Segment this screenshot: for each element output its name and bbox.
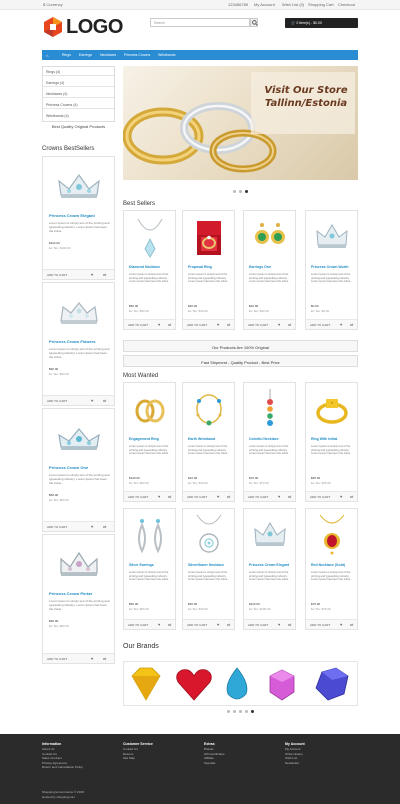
product-tax: Ex Tax: $90.00: [129, 481, 149, 485]
phone-link[interactable]: 123456789: [228, 2, 249, 7]
logo-text[interactable]: LOGO: [66, 16, 123, 38]
product-price: $50.00: [129, 304, 139, 308]
compare-icon[interactable]: ⇄: [168, 322, 172, 327]
silverflower-necklace-image[interactable]: [191, 513, 227, 559]
product-name[interactable]: Red Necklace (Gold): [311, 563, 346, 567]
product-card: [182, 210, 235, 330]
shipment-banner: Fast Shipment - Quality Product - Best Price: [123, 355, 358, 367]
nav-item-necklaces[interactable]: Necklaces: [100, 53, 117, 57]
product-price: $10.00: [188, 476, 198, 480]
sidebar-product-card: [42, 282, 115, 406]
wishlist-heart-icon[interactable]: ♥: [217, 494, 220, 499]
footer-link[interactable]: Brands: [204, 747, 214, 752]
product-actions: [43, 653, 114, 663]
wishlist-link[interactable]: Wish List (0): [282, 2, 305, 7]
add-to-cart-button[interactable]: ADD TO CART: [310, 323, 331, 327]
necklace-image[interactable]: [132, 215, 168, 261]
wishlist-heart-icon[interactable]: ♥: [158, 494, 161, 499]
cart-icon: 🛒: [291, 21, 296, 25]
product-tax: Ex Tax: $90.00: [49, 624, 69, 628]
product-actions: [183, 619, 234, 629]
product-tax: Ex Tax: $70.00: [249, 481, 269, 485]
checkout-link[interactable]: Checkout: [338, 2, 355, 7]
most-wanted-title: Most Wanted: [123, 373, 159, 379]
hosted-by-text[interactable]: Hosted by shopping.com: [42, 794, 76, 799]
home-icon[interactable]: ⌂: [46, 53, 49, 58]
add-to-cart-button[interactable]: ADD TO CART: [47, 399, 68, 403]
product-description: Lorem Ipsum is simply text of the printing and typesetting industry. Lorem Ipsum has been the indus..: [249, 571, 290, 582]
footer-column-customer-service: [123, 742, 153, 761]
product-card: [243, 382, 296, 502]
product-description: Lorem Ipsum is simply text of the printing and typesetting industry. Lorem Ipsum has been the indus..: [49, 221, 110, 233]
wishlist-heart-icon[interactable]: ♥: [91, 398, 94, 403]
wishlist-heart-icon[interactable]: ♥: [158, 322, 161, 327]
brands-dot[interactable]: [227, 710, 230, 713]
compare-icon[interactable]: ⇄: [103, 272, 107, 277]
product-actions: [183, 319, 234, 329]
search-input[interactable]: Search: [150, 18, 250, 27]
compare-icon[interactable]: ⇄: [168, 622, 172, 627]
product-description: Lorem Ipsum is simply text of the printing and typesetting industry. Lorem Ipsum has been the indus..: [129, 273, 170, 284]
add-to-cart-button[interactable]: ADD TO CART: [248, 495, 269, 499]
product-name[interactable]: Earth Wristband: [188, 437, 215, 441]
main-nav: [42, 50, 358, 60]
product-name[interactable]: Princess Crown Flowers: [49, 339, 96, 344]
product-name[interactable]: Earrings One: [249, 265, 271, 269]
brands-title: Our Brands: [123, 643, 159, 650]
footer-column-information: [42, 742, 83, 769]
banner-dot-active[interactable]: [245, 190, 248, 193]
initial-ring-image[interactable]: [314, 387, 350, 433]
silver-earrings-image[interactable]: [132, 513, 168, 559]
product-card: [243, 210, 296, 330]
product-price: $100.00: [129, 476, 140, 480]
product-price: $90.00: [49, 367, 59, 371]
footer-link[interactable]: Contact Us: [42, 751, 57, 756]
product-name[interactable]: Silverflower Necklace: [188, 563, 224, 567]
add-to-cart-button[interactable]: ADD TO CART: [47, 525, 68, 529]
category-item[interactable]: Earrings (4): [43, 78, 114, 87]
wishlist-heart-icon[interactable]: ♥: [340, 322, 343, 327]
purple-gem-icon: [316, 668, 348, 700]
product-description: Lorem Ipsum is simply text of the printing and typesetting industry. Lorem Ipsum has been the indus..: [49, 599, 110, 611]
product-actions: [306, 319, 357, 329]
brand-gems: [124, 662, 359, 707]
nav-item-wristbands[interactable]: Wristbands: [158, 53, 176, 57]
category-list: [42, 66, 115, 122]
cart-button[interactable]: [285, 18, 358, 28]
product-card: [243, 508, 296, 630]
compare-icon[interactable]: ⇄: [227, 494, 231, 499]
add-to-cart-button[interactable]: ADD TO CART: [248, 623, 269, 627]
add-to-cart-button[interactable]: ADD TO CART: [128, 495, 149, 499]
currency-selector[interactable]: $ Currency: [43, 2, 63, 7]
compare-icon[interactable]: ⇄: [350, 622, 354, 627]
footer-heading: Customer Service: [123, 742, 153, 746]
product-card: [305, 382, 358, 502]
product-price: $30.00: [188, 304, 198, 308]
nav-item-princess-crowns[interactable]: Princess Crowns: [124, 53, 151, 57]
footer-copyright: [42, 790, 84, 799]
original-banner: Our Products Are 100% Original: [123, 340, 358, 352]
wishlist-heart-icon[interactable]: ♥: [340, 494, 343, 499]
product-actions: [306, 619, 357, 629]
product-actions: [124, 491, 175, 501]
wishlist-heart-icon[interactable]: ♥: [278, 494, 281, 499]
brands-dot-active[interactable]: [251, 710, 254, 713]
product-actions: [306, 491, 357, 501]
product-price: $40.00: [249, 304, 259, 308]
my-account-link[interactable]: My Account: [254, 2, 275, 7]
sidebar-product-card: [42, 408, 115, 532]
wishlist-heart-icon[interactable]: ♥: [158, 622, 161, 627]
product-actions: [244, 491, 295, 501]
add-to-cart-button[interactable]: ADD TO CART: [128, 323, 149, 327]
product-price: $110.00: [249, 602, 260, 606]
search-button[interactable]: [250, 18, 258, 27]
product-name[interactable]: Colorful Necklace: [249, 437, 279, 441]
product-description: Lorem Ipsum is simply text of the printing and typesetting industry. Lorem Ipsum has been the indus..: [311, 571, 352, 582]
footer-link[interactable]: Returns: [123, 751, 134, 756]
add-to-cart-button[interactable]: ADD TO CART: [47, 273, 68, 277]
product-name[interactable]: Silver Earrings: [129, 563, 154, 567]
product-tax: Ex Tax: $30.00: [188, 607, 208, 611]
banner-pagination[interactable]: [233, 190, 253, 194]
product-description: Lorem Ipsum is simply text of the printing and typesetting industry. Lorem Ipsum has been the indus..: [49, 473, 110, 485]
product-actions: [183, 491, 234, 501]
footer-link[interactable]: Order History: [285, 751, 303, 756]
footer-link[interactable]: Sales Contract: [42, 756, 62, 761]
product-actions: [43, 521, 114, 531]
product-description: Lorem Ipsum is simply text of the printing and typesetting industry. Lorem Ipsum has been the indus..: [188, 571, 229, 582]
wristband-image[interactable]: [191, 387, 227, 433]
product-tax: Ex Tax: $75.00: [311, 607, 331, 611]
hero-banner[interactable]: [123, 66, 358, 180]
product-actions: [124, 619, 175, 629]
product-description: Lorem Ipsum is simply text of the printing and typesetting industry. Lorem Ipsum has been the indus..: [249, 273, 290, 284]
product-actions: [43, 269, 114, 279]
add-to-cart-button[interactable]: ADD TO CART: [248, 323, 269, 327]
product-tax: Ex Tax: $30.00: [188, 309, 208, 313]
product-card: [123, 210, 176, 330]
banner-dot[interactable]: [233, 190, 236, 193]
colorful-necklace-image[interactable]: [252, 387, 288, 433]
bestsellers-title: Best Sellers: [123, 201, 156, 207]
compare-icon[interactable]: ⇄: [103, 656, 107, 661]
product-card: [305, 508, 358, 630]
footer: [0, 734, 400, 804]
product-tax: Ex Tax: $50.00: [129, 607, 149, 611]
compare-icon[interactable]: ⇄: [227, 322, 231, 327]
footer-link[interactable]: Return and Cancellation Policy: [42, 765, 84, 770]
banner-text: Visit Our Store Tallinn/Estonia: [264, 85, 348, 109]
wishlist-heart-icon[interactable]: ♥: [217, 322, 220, 327]
footer-heading: My Account: [285, 742, 305, 746]
footer-column-extras: [204, 742, 225, 765]
brands-dot[interactable]: [233, 710, 236, 713]
product-name[interactable]: Princess Crown One: [49, 465, 89, 470]
crown-image[interactable]: [53, 543, 105, 587]
add-to-cart-button[interactable]: ADD TO CART: [310, 495, 331, 499]
product-actions: [124, 319, 175, 329]
footer-link[interactable]: Wish List: [285, 756, 298, 761]
compare-icon[interactable]: ⇄: [168, 494, 172, 499]
footer-link[interactable]: Privacy Agreement: [42, 760, 68, 765]
brands-dot[interactable]: [239, 710, 242, 713]
quality-note: Best Quality Original Products: [51, 124, 106, 129]
product-description: Lorem Ipsum is simply text of the printing and typesetting industry. Lorem Ipsum has been the indus..: [311, 273, 352, 284]
product-name[interactable]: Diamond Necklace: [129, 265, 161, 269]
ring-image[interactable]: [132, 387, 168, 433]
product-name[interactable]: Princess Crown Pinker: [49, 591, 93, 596]
product-card: [305, 210, 358, 330]
product-price: $50.00: [49, 493, 59, 497]
crown-image[interactable]: [252, 513, 288, 559]
earrings-image[interactable]: [252, 215, 288, 261]
product-tax: Ex Tax: $10.00: [188, 481, 208, 485]
compare-icon[interactable]: ⇄: [288, 622, 292, 627]
sidebar-product-card: [42, 156, 115, 280]
product-price: $35.00: [311, 476, 321, 480]
product-card: [123, 508, 176, 630]
compare-icon[interactable]: ⇄: [350, 494, 354, 499]
product-tax: Ex Tax: $0.00: [311, 309, 330, 313]
sidebar-bestsellers-title: Crowns BestSellers: [42, 146, 95, 152]
compare-icon[interactable]: ⇄: [103, 524, 107, 529]
wishlist-heart-icon[interactable]: ♥: [217, 622, 220, 627]
footer-link[interactable]: Specials: [204, 760, 216, 765]
footer-column-my-account: [285, 742, 305, 765]
product-price: $75.00: [311, 602, 321, 606]
shopping-cart-link[interactable]: Shopping Cart: [308, 2, 334, 7]
ring-box-image[interactable]: [191, 215, 227, 261]
product-tax: Ex Tax: $100.00: [249, 607, 271, 611]
sidebar-product-card: [42, 534, 115, 664]
product-description: Lorem Ipsum is simply text of the printing and typesetting industry. Lorem Ipsum has been the indus..: [129, 445, 170, 456]
product-price: $50.00: [129, 602, 139, 606]
red-heart-gem-icon: [177, 670, 212, 700]
product-tax: Ex Tax: $40.00: [249, 309, 269, 313]
footer-link[interactable]: Gift Certificates: [204, 751, 225, 756]
product-name[interactable]: Engagement Ring: [129, 437, 159, 441]
red-necklace-image[interactable]: [314, 513, 350, 559]
add-to-cart-button[interactable]: ADD TO CART: [187, 623, 208, 627]
product-tax: Ex Tax: $50.00: [129, 309, 149, 313]
product-card: [182, 382, 235, 502]
logo-icon[interactable]: [43, 17, 63, 37]
svg-text:*: *: [330, 402, 334, 408]
wishlist-heart-icon[interactable]: ♥: [278, 322, 281, 327]
compare-icon[interactable]: ⇄: [103, 398, 107, 403]
product-description: Lorem Ipsum is simply text of the printing and typesetting industry. Lorem Ipsum has been the indus..: [188, 445, 229, 456]
product-tax: Ex Tax: $100.00: [49, 246, 71, 250]
top-bar: [0, 0, 400, 10]
compare-icon[interactable]: ⇄: [288, 494, 292, 499]
footer-link[interactable]: Contact Us: [123, 747, 138, 752]
crown-image[interactable]: [53, 291, 105, 335]
yellow-gem-icon: [132, 668, 160, 700]
product-price: $30.00: [188, 602, 198, 606]
product-actions: [244, 619, 295, 629]
product-actions: [43, 395, 114, 405]
add-to-cart-button[interactable]: ADD TO CART: [187, 495, 208, 499]
product-description: Lorem Ipsum is simply text of the printing and typesetting industry. Lorem Ipsum has been the indus..: [311, 445, 352, 456]
product-name[interactable]: Proposal Ring: [188, 265, 212, 269]
crown-image[interactable]: [53, 165, 105, 209]
wishlist-heart-icon[interactable]: ♥: [91, 272, 94, 277]
category-item[interactable]: Rings (4): [43, 67, 114, 76]
product-price: $70.00: [249, 476, 259, 480]
category-item[interactable]: Necklaces (4): [43, 89, 114, 98]
product-tax: Ex Tax: $35.00: [311, 481, 331, 485]
footer-link[interactable]: Newsletter: [285, 760, 300, 765]
add-to-cart-button[interactable]: ADD TO CART: [187, 323, 208, 327]
footer-link[interactable]: My Account: [285, 747, 301, 752]
product-name[interactable]: Ring With Initial: [311, 437, 338, 441]
product-description: Lorem Ipsum is simply text of the printing and typesetting industry. Lorem Ipsum has been the indus..: [129, 571, 170, 582]
product-name[interactable]: Princess Crown Elegant: [249, 563, 290, 567]
category-item[interactable]: Princess Crowns (4): [43, 100, 114, 109]
nav-item-earrings[interactable]: Earrings: [79, 53, 93, 57]
product-tax: Ex Tax: $50.00: [49, 498, 69, 502]
product-description: Lorem Ipsum is simply text of the printing and typesetting industry. Lorem Ipsum has been the indus..: [249, 445, 290, 456]
product-price: $110.00: [49, 241, 60, 245]
wishlist-heart-icon[interactable]: ♥: [91, 524, 94, 529]
blue-drop-gem-icon: [227, 668, 247, 699]
banner-dot[interactable]: [239, 190, 242, 193]
product-tax: Ex Tax: $90.00: [49, 372, 69, 376]
nav-item-rings[interactable]: Rings: [62, 53, 71, 57]
product-actions: [244, 319, 295, 329]
crown-image[interactable]: [53, 417, 105, 461]
product-description: Lorem Ipsum is simply text of the printing and typesetting industry. Lorem Ipsum has been the indus..: [49, 347, 110, 359]
product-name[interactable]: Princess Crown Worth: [311, 265, 349, 269]
add-to-cart-button[interactable]: ADD TO CART: [47, 657, 68, 661]
footer-link[interactable]: Site Map: [123, 756, 135, 761]
category-item[interactable]: Wristbands (4): [46, 114, 69, 118]
footer-link[interactable]: About Us: [42, 747, 55, 752]
cart-label: 0 item(s) - $0.00: [296, 21, 322, 25]
brands-dot[interactable]: [245, 710, 248, 713]
product-card: [123, 382, 176, 502]
footer-link[interactable]: Affiliate: [204, 756, 214, 761]
add-to-cart-button[interactable]: ADD TO CART: [128, 623, 149, 627]
brands-carousel: [123, 661, 358, 706]
wishlist-heart-icon[interactable]: ♥: [91, 656, 94, 661]
copyright-text: Shopping E-Commerce © 2018: [42, 790, 84, 794]
compare-icon[interactable]: ⇄: [288, 322, 292, 327]
search-icon: [252, 20, 258, 26]
footer-heading: Extras: [204, 742, 215, 746]
product-name[interactable]: Princess Crown Elegant: [49, 213, 95, 218]
product-description: Lorem Ipsum is simply text of the printing and typesetting industry. Lorem Ipsum has been the indus..: [188, 273, 229, 284]
add-to-cart-button[interactable]: ADD TO CART: [310, 623, 331, 627]
product-price: $90.00: [49, 619, 59, 623]
compare-icon[interactable]: ⇄: [227, 622, 231, 627]
product-price: $0.00: [311, 304, 319, 308]
compare-icon[interactable]: ⇄: [350, 322, 354, 327]
wishlist-heart-icon[interactable]: ♥: [340, 622, 343, 627]
wishlist-heart-icon[interactable]: ♥: [278, 622, 281, 627]
crown-image[interactable]: [314, 215, 350, 261]
product-card: [182, 508, 235, 630]
pink-gem-icon: [270, 670, 294, 700]
brands-pagination[interactable]: [227, 710, 257, 714]
footer-heading: Information: [42, 742, 62, 746]
